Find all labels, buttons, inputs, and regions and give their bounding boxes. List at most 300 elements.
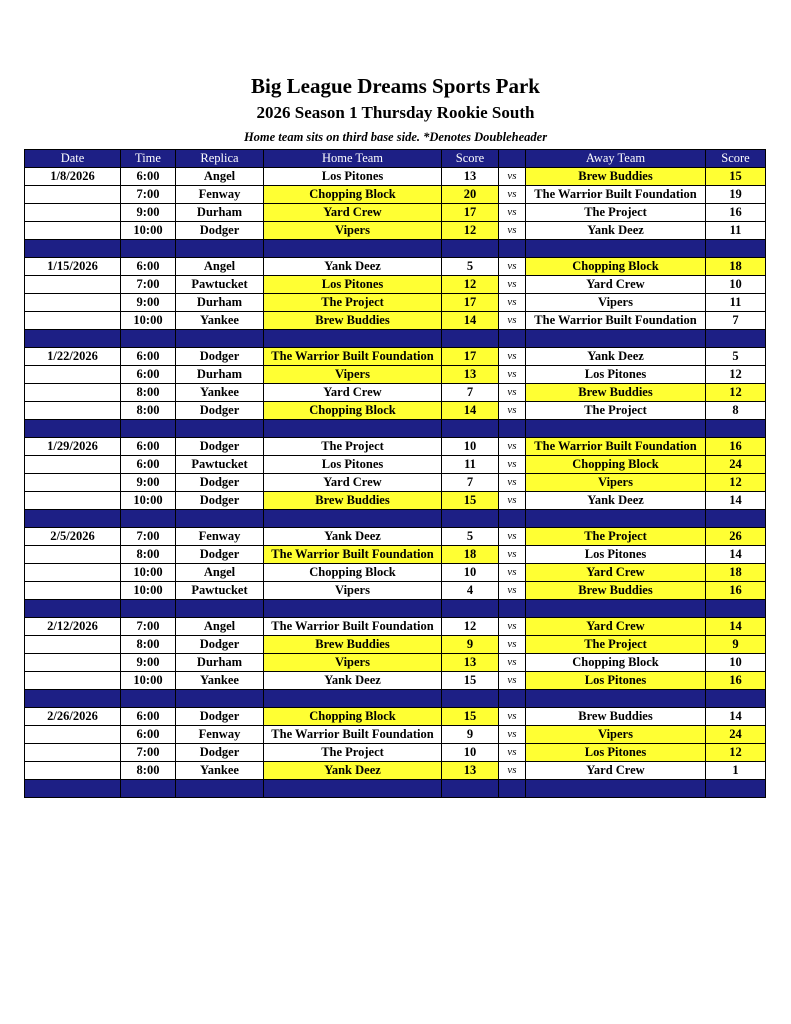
- date-cell: 1/22/2026: [25, 348, 121, 366]
- home-score-cell: 7: [442, 384, 499, 402]
- date-cell: 2/5/2026: [25, 528, 121, 546]
- table-row: [25, 744, 766, 762]
- separator-cell: [499, 510, 526, 528]
- away-team-cell: Brew Buddies: [526, 168, 706, 186]
- vs-cell: vs: [499, 384, 526, 402]
- home-team-cell: Vipers: [264, 222, 442, 240]
- date-cell: [25, 672, 121, 690]
- separator-cell: [264, 780, 442, 798]
- separator-cell: [526, 240, 706, 258]
- time-cell: 10:00: [121, 672, 176, 690]
- away-team-cell: Yank Deez: [526, 348, 706, 366]
- week-separator-row: [25, 690, 766, 708]
- date-cell: [25, 564, 121, 582]
- home-score-cell: 17: [442, 294, 499, 312]
- replica-cell: Durham: [176, 366, 264, 384]
- date-cell: [25, 222, 121, 240]
- time-cell: 6:00: [121, 168, 176, 186]
- time-cell: 7:00: [121, 744, 176, 762]
- replica-cell: Yankee: [176, 672, 264, 690]
- date-cell: [25, 582, 121, 600]
- week-separator-row: [25, 420, 766, 438]
- home-team-cell: Brew Buddies: [264, 492, 442, 510]
- away-score-cell: 16: [706, 582, 766, 600]
- vs-cell: vs: [499, 672, 526, 690]
- replica-cell: Yankee: [176, 762, 264, 780]
- vs-cell: vs: [499, 258, 526, 276]
- table-row: [25, 708, 766, 726]
- date-cell: [25, 636, 121, 654]
- home-score-cell: 15: [442, 708, 499, 726]
- time-cell: 8:00: [121, 636, 176, 654]
- home-team-cell: Los Pitones: [264, 276, 442, 294]
- column-header-home-score: Score: [442, 150, 499, 168]
- separator-cell: [264, 510, 442, 528]
- replica-cell: Pawtucket: [176, 582, 264, 600]
- away-score-cell: 18: [706, 564, 766, 582]
- separator-cell: [706, 240, 766, 258]
- separator-cell: [121, 240, 176, 258]
- date-cell: [25, 654, 121, 672]
- away-team-cell: The Project: [526, 528, 706, 546]
- away-score-cell: 11: [706, 222, 766, 240]
- home-score-cell: 15: [442, 492, 499, 510]
- week-separator-row: [25, 780, 766, 798]
- time-cell: 7:00: [121, 528, 176, 546]
- table-row: [25, 528, 766, 546]
- date-cell: [25, 186, 121, 204]
- away-score-cell: 18: [706, 258, 766, 276]
- vs-cell: vs: [499, 348, 526, 366]
- home-score-cell: 9: [442, 726, 499, 744]
- separator-cell: [706, 510, 766, 528]
- away-team-cell: Vipers: [526, 726, 706, 744]
- time-cell: 10:00: [121, 222, 176, 240]
- away-team-cell: The Warrior Built Foundation: [526, 186, 706, 204]
- home-team-cell: Chopping Block: [264, 186, 442, 204]
- vs-cell: vs: [499, 726, 526, 744]
- home-team-cell: Chopping Block: [264, 564, 442, 582]
- vs-cell: vs: [499, 438, 526, 456]
- home-team-cell: The Warrior Built Foundation: [264, 726, 442, 744]
- vs-cell: vs: [499, 636, 526, 654]
- date-cell: [25, 402, 121, 420]
- away-score-cell: 19: [706, 186, 766, 204]
- table-row: [25, 222, 766, 240]
- separator-cell: [25, 510, 121, 528]
- home-score-cell: 11: [442, 456, 499, 474]
- replica-cell: Fenway: [176, 528, 264, 546]
- header-row: [25, 150, 766, 168]
- replica-cell: Durham: [176, 654, 264, 672]
- separator-cell: [442, 330, 499, 348]
- time-cell: 6:00: [121, 366, 176, 384]
- separator-cell: [442, 240, 499, 258]
- home-team-cell: Brew Buddies: [264, 636, 442, 654]
- away-team-cell: Yard Crew: [526, 762, 706, 780]
- date-cell: [25, 456, 121, 474]
- home-team-cell: The Project: [264, 744, 442, 762]
- time-cell: 10:00: [121, 312, 176, 330]
- table-row: [25, 672, 766, 690]
- separator-cell: [526, 690, 706, 708]
- column-header-away-score: Score: [706, 150, 766, 168]
- separator-cell: [442, 690, 499, 708]
- vs-cell: vs: [499, 204, 526, 222]
- replica-cell: Dodger: [176, 744, 264, 762]
- column-header-date: Date: [25, 150, 121, 168]
- table-row: [25, 546, 766, 564]
- time-cell: 10:00: [121, 492, 176, 510]
- home-team-cell: Yank Deez: [264, 762, 442, 780]
- page-title: Big League Dreams Sports Park: [251, 74, 540, 98]
- vs-cell: vs: [499, 708, 526, 726]
- away-team-cell: Los Pitones: [526, 546, 706, 564]
- away-team-cell: Yard Crew: [526, 564, 706, 582]
- vs-cell: vs: [499, 222, 526, 240]
- separator-cell: [526, 780, 706, 798]
- table-row: [25, 492, 766, 510]
- time-cell: 6:00: [121, 348, 176, 366]
- home-score-cell: 12: [442, 618, 499, 636]
- time-cell: 9:00: [121, 654, 176, 672]
- separator-cell: [121, 420, 176, 438]
- time-cell: 7:00: [121, 186, 176, 204]
- replica-cell: Yankee: [176, 384, 264, 402]
- vs-cell: vs: [499, 312, 526, 330]
- separator-cell: [176, 780, 264, 798]
- table-row: [25, 384, 766, 402]
- date-cell: [25, 204, 121, 222]
- replica-cell: Fenway: [176, 726, 264, 744]
- date-cell: [25, 276, 121, 294]
- home-score-cell: 18: [442, 546, 499, 564]
- separator-cell: [176, 600, 264, 618]
- date-cell: [25, 762, 121, 780]
- home-score-cell: 10: [442, 744, 499, 762]
- replica-cell: Angel: [176, 618, 264, 636]
- away-score-cell: 14: [706, 546, 766, 564]
- separator-cell: [264, 330, 442, 348]
- time-cell: 7:00: [121, 618, 176, 636]
- table-row: [25, 474, 766, 492]
- home-score-cell: 9: [442, 636, 499, 654]
- separator-cell: [264, 600, 442, 618]
- vs-cell: vs: [499, 618, 526, 636]
- vs-cell: vs: [499, 276, 526, 294]
- vs-cell: vs: [499, 456, 526, 474]
- home-score-cell: 12: [442, 276, 499, 294]
- separator-cell: [442, 780, 499, 798]
- table-row: [25, 564, 766, 582]
- separator-cell: [25, 330, 121, 348]
- separator-cell: [264, 420, 442, 438]
- separator-cell: [499, 330, 526, 348]
- week-separator-row: [25, 600, 766, 618]
- time-cell: 8:00: [121, 762, 176, 780]
- time-cell: 9:00: [121, 204, 176, 222]
- away-score-cell: 16: [706, 204, 766, 222]
- separator-cell: [706, 600, 766, 618]
- table-row: [25, 762, 766, 780]
- date-cell: [25, 294, 121, 312]
- away-team-cell: Chopping Block: [526, 456, 706, 474]
- away-team-cell: Yard Crew: [526, 276, 706, 294]
- table-row: [25, 258, 766, 276]
- column-header-replica: Replica: [176, 150, 264, 168]
- separator-cell: [25, 240, 121, 258]
- time-cell: 9:00: [121, 294, 176, 312]
- time-cell: 9:00: [121, 474, 176, 492]
- separator-cell: [706, 420, 766, 438]
- home-team-cell: Chopping Block: [264, 402, 442, 420]
- column-header-time: Time: [121, 150, 176, 168]
- home-score-cell: 4: [442, 582, 499, 600]
- table-row: [25, 348, 766, 366]
- schedule-body: [25, 168, 766, 798]
- replica-cell: Dodger: [176, 546, 264, 564]
- vs-cell: vs: [499, 762, 526, 780]
- away-team-cell: Chopping Block: [526, 654, 706, 672]
- separator-cell: [176, 420, 264, 438]
- replica-cell: Yankee: [176, 312, 264, 330]
- table-row: [25, 726, 766, 744]
- date-cell: [25, 474, 121, 492]
- away-score-cell: 10: [706, 654, 766, 672]
- home-team-cell: Yard Crew: [264, 384, 442, 402]
- vs-cell: vs: [499, 492, 526, 510]
- home-score-cell: 10: [442, 564, 499, 582]
- table-row: [25, 654, 766, 672]
- separator-cell: [706, 330, 766, 348]
- home-team-cell: The Project: [264, 294, 442, 312]
- separator-cell: [442, 510, 499, 528]
- away-team-cell: Vipers: [526, 294, 706, 312]
- away-team-cell: Vipers: [526, 474, 706, 492]
- home-team-cell: Vipers: [264, 582, 442, 600]
- separator-cell: [706, 780, 766, 798]
- table-row: [25, 438, 766, 456]
- separator-cell: [176, 510, 264, 528]
- separator-cell: [264, 240, 442, 258]
- replica-cell: Dodger: [176, 222, 264, 240]
- separator-cell: [526, 600, 706, 618]
- table-row: [25, 618, 766, 636]
- date-cell: 1/15/2026: [25, 258, 121, 276]
- separator-cell: [499, 600, 526, 618]
- away-team-cell: Los Pitones: [526, 366, 706, 384]
- away-score-cell: 8: [706, 402, 766, 420]
- home-team-cell: The Warrior Built Foundation: [264, 546, 442, 564]
- date-cell: 1/8/2026: [25, 168, 121, 186]
- vs-cell: vs: [499, 528, 526, 546]
- home-score-cell: 13: [442, 654, 499, 672]
- home-team-cell: Los Pitones: [264, 168, 442, 186]
- separator-cell: [25, 600, 121, 618]
- table-row: [25, 636, 766, 654]
- home-team-cell: Yank Deez: [264, 528, 442, 546]
- away-team-cell: The Project: [526, 204, 706, 222]
- vs-cell: vs: [499, 294, 526, 312]
- time-cell: 8:00: [121, 384, 176, 402]
- home-score-cell: 20: [442, 186, 499, 204]
- home-score-cell: 7: [442, 474, 499, 492]
- separator-cell: [526, 510, 706, 528]
- home-score-cell: 17: [442, 348, 499, 366]
- date-cell: [25, 546, 121, 564]
- home-team-note: Home team sits on third base side. *Denotes Doubleheader: [243, 130, 548, 144]
- replica-cell: Angel: [176, 258, 264, 276]
- away-score-cell: 12: [706, 474, 766, 492]
- separator-cell: [176, 690, 264, 708]
- separator-cell: [526, 420, 706, 438]
- home-team-cell: Los Pitones: [264, 456, 442, 474]
- away-team-cell: Los Pitones: [526, 744, 706, 762]
- replica-cell: Pawtucket: [176, 276, 264, 294]
- away-team-cell: The Warrior Built Foundation: [526, 312, 706, 330]
- date-cell: 2/12/2026: [25, 618, 121, 636]
- home-team-cell: Brew Buddies: [264, 312, 442, 330]
- separator-cell: [25, 690, 121, 708]
- away-score-cell: 16: [706, 672, 766, 690]
- away-team-cell: Los Pitones: [526, 672, 706, 690]
- table-row: [25, 366, 766, 384]
- table-row: [25, 402, 766, 420]
- away-score-cell: 5: [706, 348, 766, 366]
- away-team-cell: Brew Buddies: [526, 582, 706, 600]
- replica-cell: Dodger: [176, 348, 264, 366]
- vs-cell: vs: [499, 564, 526, 582]
- away-score-cell: 11: [706, 294, 766, 312]
- table-row: [25, 582, 766, 600]
- away-team-cell: Yank Deez: [526, 492, 706, 510]
- time-cell: 6:00: [121, 708, 176, 726]
- home-team-cell: Yard Crew: [264, 204, 442, 222]
- away-score-cell: 24: [706, 456, 766, 474]
- replica-cell: Dodger: [176, 492, 264, 510]
- away-score-cell: 14: [706, 492, 766, 510]
- away-score-cell: 7: [706, 312, 766, 330]
- replica-cell: Angel: [176, 168, 264, 186]
- replica-cell: Dodger: [176, 474, 264, 492]
- home-score-cell: 17: [442, 204, 499, 222]
- replica-cell: Dodger: [176, 708, 264, 726]
- separator-cell: [442, 420, 499, 438]
- separator-cell: [499, 420, 526, 438]
- time-cell: 6:00: [121, 258, 176, 276]
- replica-cell: Angel: [176, 564, 264, 582]
- replica-cell: Dodger: [176, 438, 264, 456]
- table-row: [25, 204, 766, 222]
- home-score-cell: 13: [442, 168, 499, 186]
- separator-cell: [176, 240, 264, 258]
- time-cell: 7:00: [121, 276, 176, 294]
- date-cell: 2/26/2026: [25, 708, 121, 726]
- away-score-cell: 10: [706, 276, 766, 294]
- separator-cell: [25, 780, 121, 798]
- time-cell: 6:00: [121, 726, 176, 744]
- page-subtitle: 2026 Season 1 Thursday Rookie South: [256, 103, 535, 122]
- separator-cell: [176, 330, 264, 348]
- home-team-cell: Yank Deez: [264, 258, 442, 276]
- separator-cell: [499, 690, 526, 708]
- column-header-home-team: Home Team: [264, 150, 442, 168]
- home-score-cell: 12: [442, 222, 499, 240]
- away-team-cell: Yard Crew: [526, 618, 706, 636]
- table-row: [25, 168, 766, 186]
- replica-cell: Fenway: [176, 186, 264, 204]
- schedule-table: [24, 149, 766, 798]
- date-cell: [25, 726, 121, 744]
- vs-cell: vs: [499, 402, 526, 420]
- home-score-cell: 13: [442, 366, 499, 384]
- away-score-cell: 12: [706, 366, 766, 384]
- date-cell: [25, 312, 121, 330]
- separator-cell: [526, 330, 706, 348]
- away-team-cell: Brew Buddies: [526, 384, 706, 402]
- time-cell: 8:00: [121, 546, 176, 564]
- separator-cell: [25, 420, 121, 438]
- away-score-cell: 12: [706, 744, 766, 762]
- home-score-cell: 15: [442, 672, 499, 690]
- away-score-cell: 14: [706, 708, 766, 726]
- date-cell: [25, 744, 121, 762]
- week-separator-row: [25, 240, 766, 258]
- separator-cell: [121, 510, 176, 528]
- away-team-cell: The Warrior Built Foundation: [526, 438, 706, 456]
- table-row: [25, 294, 766, 312]
- away-team-cell: Yank Deez: [526, 222, 706, 240]
- replica-cell: Durham: [176, 294, 264, 312]
- away-score-cell: 15: [706, 168, 766, 186]
- home-team-cell: Vipers: [264, 366, 442, 384]
- date-cell: [25, 366, 121, 384]
- vs-cell: vs: [499, 546, 526, 564]
- separator-cell: [706, 690, 766, 708]
- time-cell: 8:00: [121, 402, 176, 420]
- away-score-cell: 14: [706, 618, 766, 636]
- date-cell: 1/29/2026: [25, 438, 121, 456]
- table-row: [25, 276, 766, 294]
- time-cell: 10:00: [121, 564, 176, 582]
- home-team-cell: Yard Crew: [264, 474, 442, 492]
- date-cell: [25, 492, 121, 510]
- replica-cell: Durham: [176, 204, 264, 222]
- home-score-cell: 5: [442, 528, 499, 546]
- away-team-cell: Chopping Block: [526, 258, 706, 276]
- separator-cell: [121, 690, 176, 708]
- column-header-away-team: Away Team: [526, 150, 706, 168]
- column-header-vs: [499, 150, 526, 168]
- away-team-cell: The Project: [526, 636, 706, 654]
- week-separator-row: [25, 330, 766, 348]
- home-team-cell: Vipers: [264, 654, 442, 672]
- separator-cell: [121, 600, 176, 618]
- home-team-cell: The Project: [264, 438, 442, 456]
- separator-cell: [121, 780, 176, 798]
- time-cell: 10:00: [121, 582, 176, 600]
- home-score-cell: 14: [442, 312, 499, 330]
- separator-cell: [499, 780, 526, 798]
- week-separator-row: [25, 510, 766, 528]
- home-team-cell: Yank Deez: [264, 672, 442, 690]
- table-row: [25, 312, 766, 330]
- home-team-cell: The Warrior Built Foundation: [264, 348, 442, 366]
- replica-cell: Pawtucket: [176, 456, 264, 474]
- table-row: [25, 186, 766, 204]
- away-score-cell: 9: [706, 636, 766, 654]
- away-score-cell: 26: [706, 528, 766, 546]
